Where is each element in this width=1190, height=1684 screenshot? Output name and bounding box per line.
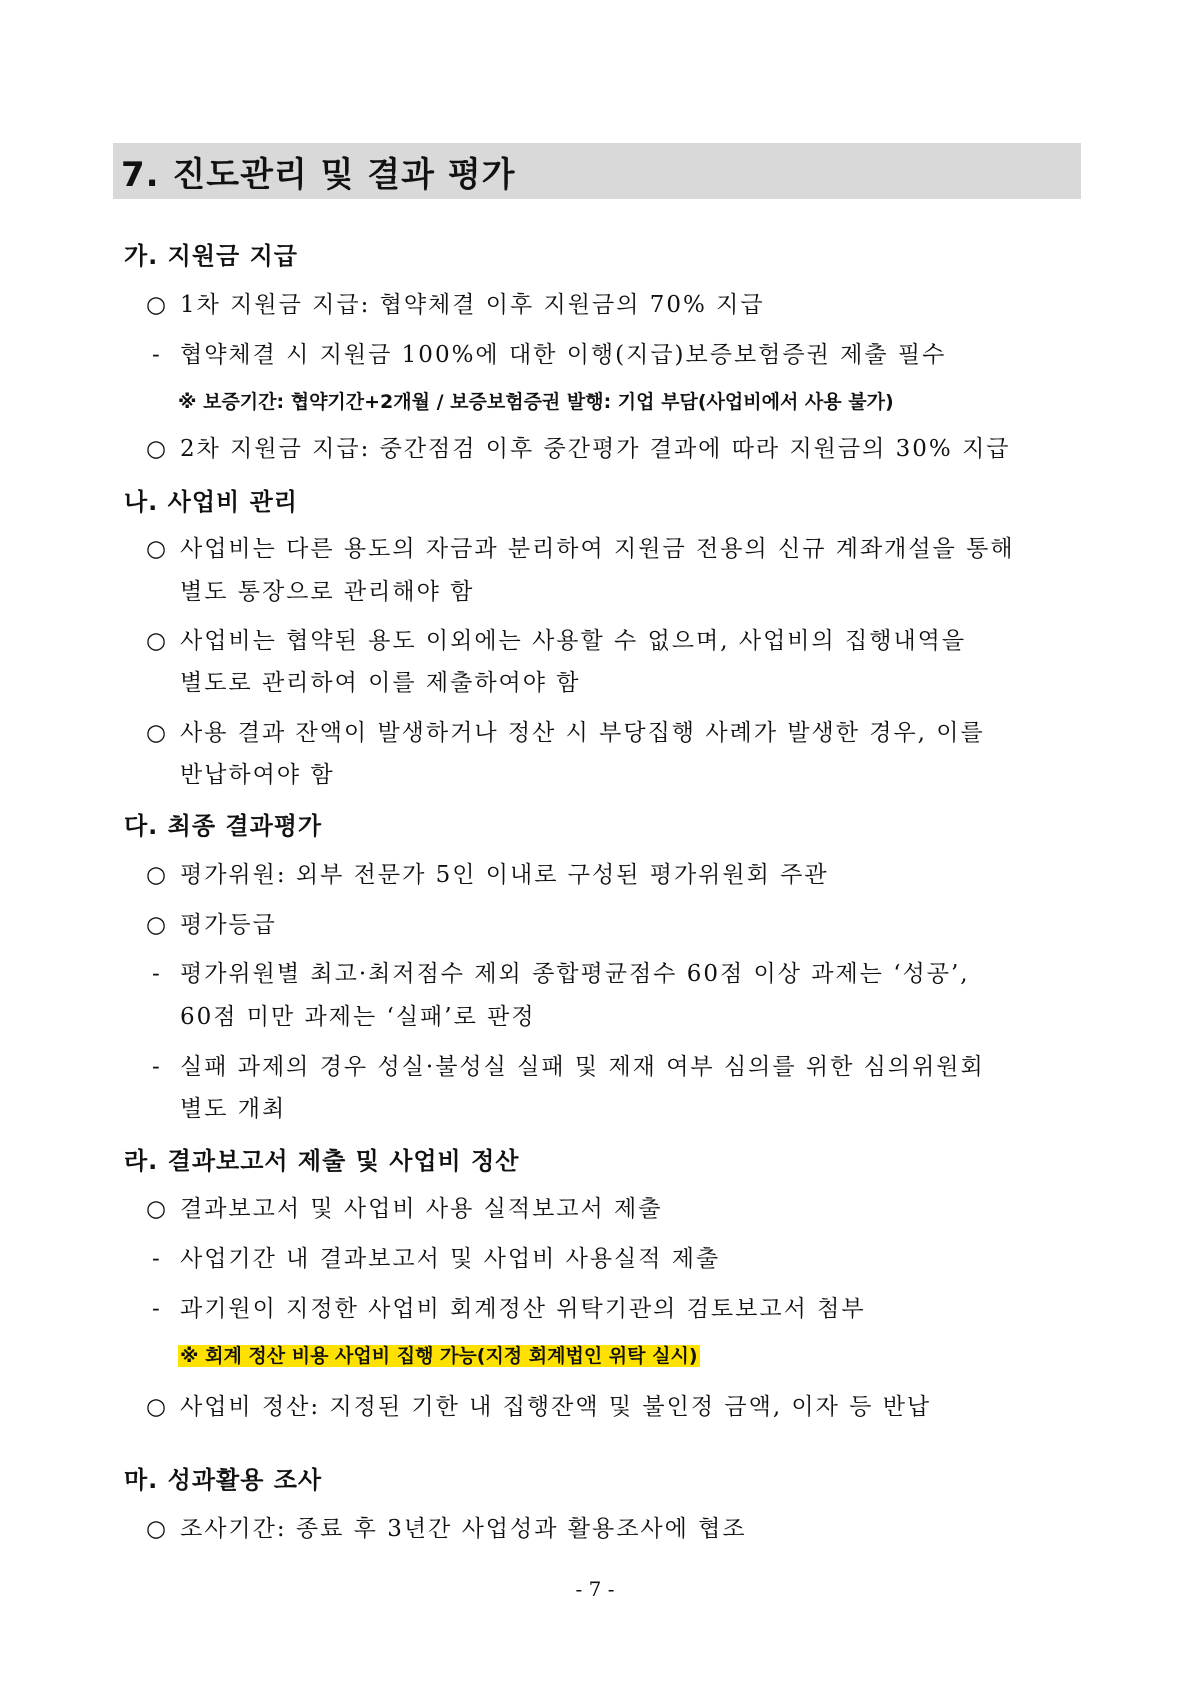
list-item: - 사업기간 내 결과보고서 및 사업비 사용실적 제출 <box>152 1246 721 1272</box>
list-item: ○ 사업비 정산: 지정된 기한 내 집행잔액 및 불인정 금액, 이자 등 반납 <box>146 1394 932 1420</box>
list-item: ○ 평가등급 <box>146 912 277 938</box>
list-item: - 과기원이 지정한 사업비 회계정산 위탁기관의 검토보고서 첨부 <box>152 1296 866 1322</box>
circle-bullet-icon: ○ <box>146 720 169 746</box>
list-item-continuation: 60점 미만 과제는 ‘실패’로 판정 <box>180 1004 536 1030</box>
dash-bullet: - <box>152 1246 162 1272</box>
highlighted-note: ※ 회계 정산 비용 사업비 집행 가능(지정 회계법인 위탁 실시) <box>180 1345 698 1367</box>
heading-a: 가. 지원금 지급 <box>124 242 298 270</box>
circle-bullet-icon: ○ <box>146 1394 169 1420</box>
circle-bullet-icon: ○ <box>146 1516 169 1542</box>
list-item: ○ 사업비는 협약된 용도 이외에는 사용할 수 없으며, 사업비의 집행내역을 <box>146 628 967 654</box>
heading-e: 마. 성과활용 조사 <box>124 1466 323 1494</box>
list-item-continuation: 별도로 관리하여 이를 제출하여야 함 <box>180 670 581 696</box>
dash-bullet: - <box>152 1054 162 1080</box>
dash-bullet: - <box>152 1296 162 1322</box>
heading-c: 다. 최종 결과평가 <box>124 812 323 840</box>
list-item: ○ 평가위원: 외부 전문가 5인 이내로 구성된 평가위원회 주관 <box>146 862 829 888</box>
list-item: ○ 조사기간: 종료 후 3년간 사업성과 활용조사에 협조 <box>146 1516 747 1542</box>
circle-bullet-icon: ○ <box>146 1196 169 1222</box>
list-item: - 실패 과제의 경우 성실·불성실 실패 및 제재 여부 심의를 위한 심의위원회 <box>152 1054 985 1080</box>
circle-bullet-icon: ○ <box>146 862 169 888</box>
circle-bullet-icon: ○ <box>146 436 169 462</box>
circle-bullet-icon: ○ <box>146 536 169 562</box>
list-item-continuation: 반납하여야 함 <box>180 762 335 788</box>
list-item-continuation: 별도 개최 <box>180 1096 287 1122</box>
list-item: - 협약체결 시 지원금 100%에 대한 이행(지급)보증보험증권 제출 필수 <box>152 342 947 368</box>
list-item-continuation: 별도 통장으로 관리해야 함 <box>180 579 475 605</box>
heading-b: 나. 사업비 관리 <box>124 488 298 516</box>
list-item: ○ 1차 지원금 지급: 협약체결 이후 지원금의 70% 지급 <box>146 292 765 318</box>
list-item: ○ 사용 결과 잔액이 발생하거나 정산 시 부당집행 사례가 발생한 경우, 이를 <box>146 720 985 746</box>
list-item: - 평가위원별 최고·최저점수 제외 종합평균점수 60점 이상 과제는 ‘성공’, <box>152 961 970 987</box>
circle-bullet-icon: ○ <box>146 912 169 938</box>
circle-bullet-icon: ○ <box>146 292 169 318</box>
dash-bullet: - <box>152 342 162 368</box>
circle-bullet-icon: ○ <box>146 628 169 654</box>
section-title-bar <box>113 143 1081 199</box>
note: ※ 보증기간: 협약기간+2개월 / 보증보험증권 발행: 기업 부담(사업비에서 사용 불가) <box>178 391 894 413</box>
list-item: ○ 사업비는 다른 용도의 자금과 분리하여 지원금 전용의 신규 계좌개설을 통해 <box>146 536 1015 562</box>
dash-bullet: - <box>152 961 162 987</box>
list-item: ○ 2차 지원금 지급: 중간점검 이후 중간평가 결과에 따라 지원금의 30% 지급 <box>146 436 1011 462</box>
page-number: - 7 - <box>575 1577 615 1601</box>
list-item: ○ 결과보고서 및 사업비 사용 실적보고서 제출 <box>146 1196 663 1222</box>
heading-d: 라. 결과보고서 제출 및 사업비 정산 <box>124 1147 520 1175</box>
page-title: 7. 진도관리 및 결과 평가 <box>121 154 516 195</box>
